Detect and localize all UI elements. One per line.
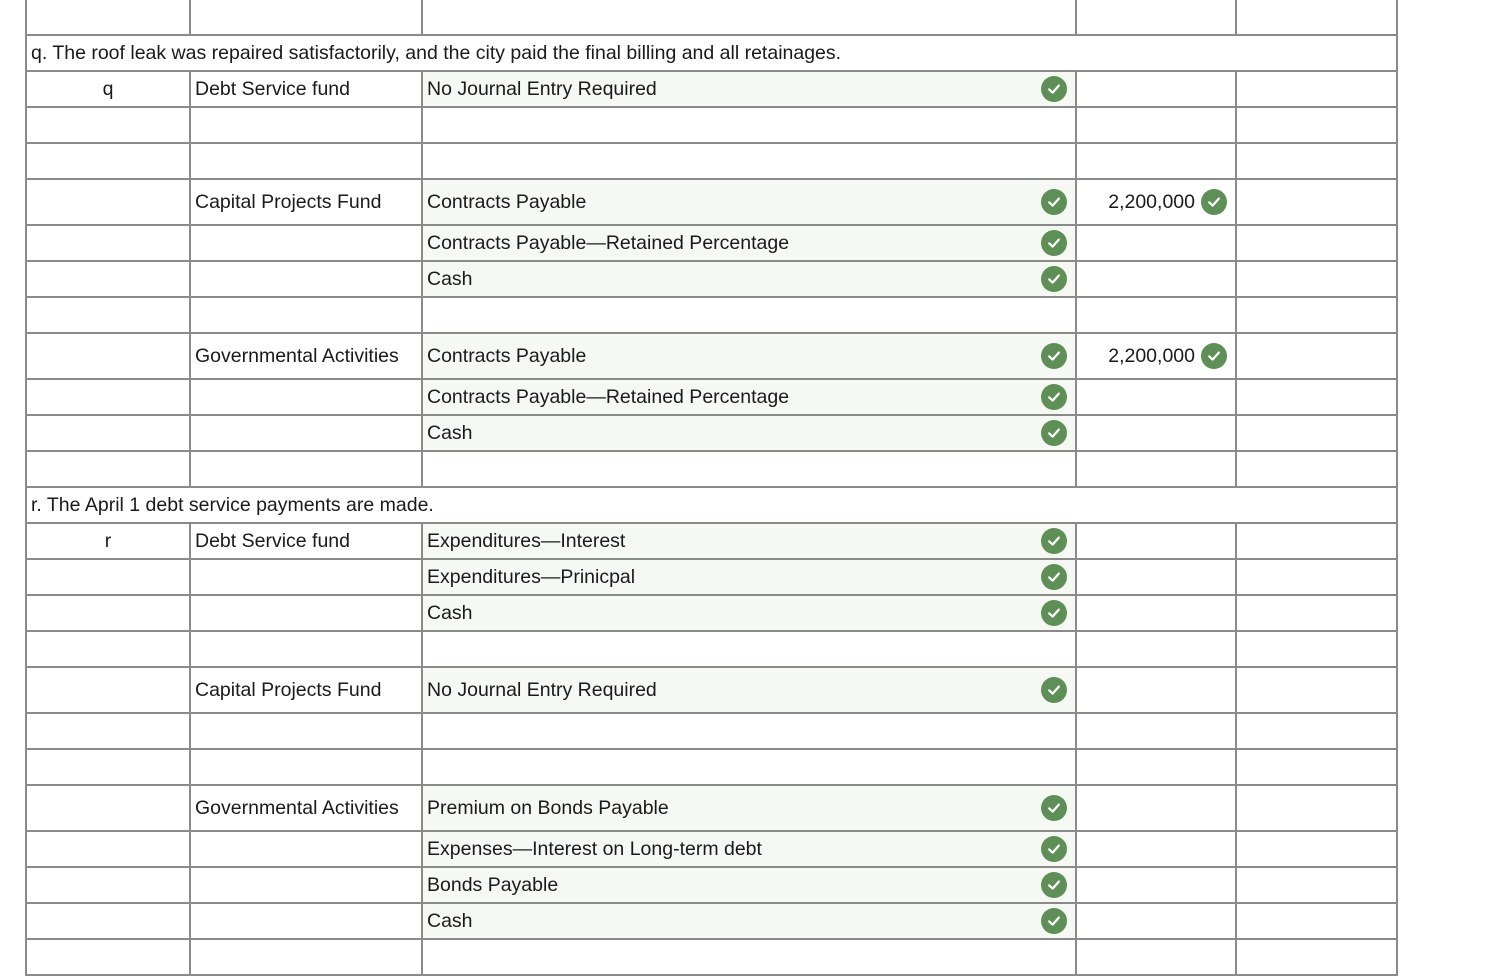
transaction-letter-cell [26,831,190,867]
debit-input[interactable] [1076,261,1236,297]
debit-input[interactable] [1076,379,1236,415]
account-label: Contracts Payable—Retained Percentage [427,231,790,254]
journal-row [26,0,1397,35]
check-circle-icon [1041,872,1067,898]
credit-input[interactable] [1236,631,1397,667]
fund-cell: Debt Service fund [190,523,422,559]
debit-input[interactable] [1076,225,1236,261]
check-circle-icon [1201,343,1227,369]
debit-input[interactable] [1076,179,1236,225]
credit-input[interactable] [1236,939,1397,975]
fund-cell: Governmental Activities [190,333,422,379]
debit-input[interactable] [1076,903,1236,939]
account-label: Contracts Payable—Retained Percentage [427,385,790,408]
debit-input[interactable] [1076,0,1236,35]
journal-entry-table [25,0,1398,976]
journal-row [26,225,1397,261]
credit-input[interactable] [1236,595,1397,631]
fund-cell [190,107,422,143]
fund-cell [190,415,422,451]
credit-input[interactable] [1236,831,1397,867]
journal-entry-body [26,0,1397,975]
account-select[interactable] [422,379,1076,415]
transaction-letter-cell: q [26,71,190,107]
account-select[interactable] [422,785,1076,831]
check-circle-icon [1041,908,1067,934]
debit-input[interactable] [1076,523,1236,559]
journal-row [26,333,1397,379]
transaction-letter-cell [26,415,190,451]
transaction-letter-cell [26,297,190,333]
debit-input[interactable] [1076,939,1236,975]
credit-input[interactable] [1236,415,1397,451]
journal-row [26,415,1397,451]
fund-cell: Debt Service fund [190,71,422,107]
account-select[interactable] [422,107,1076,143]
transaction-description-row [26,35,1397,71]
debit-input[interactable] [1076,71,1236,107]
journal-row [26,143,1397,179]
check-circle-icon [1041,384,1067,410]
transaction-letter-cell [26,261,190,297]
credit-input[interactable] [1236,333,1397,379]
transaction-description: r. The April 1 debt service payments are made. [26,487,1397,523]
check-circle-icon [1041,600,1067,626]
debit-input[interactable] [1076,631,1236,667]
fund-cell [190,143,422,179]
transaction-letter-cell [26,379,190,415]
account-select[interactable] [422,0,1076,35]
account-select[interactable] [422,333,1076,379]
transaction-letter-cell: r [26,523,190,559]
account-label: Contracts Payable [427,344,587,367]
transaction-letter-cell [26,713,190,749]
debit-input[interactable] [1076,785,1236,831]
fund-cell [190,631,422,667]
journal-row [26,867,1397,903]
account-label: Expenses—Interest on Long-term debt [427,837,762,860]
account-select[interactable] [422,225,1076,261]
fund-cell: Capital Projects Fund [190,667,422,713]
credit-input[interactable] [1236,867,1397,903]
transaction-letter-cell [26,595,190,631]
account-select[interactable] [422,559,1076,595]
journal-row [26,559,1397,595]
fund-cell [190,903,422,939]
account-select[interactable] [422,667,1076,713]
account-label: Premium on Bonds Payable [427,796,669,819]
credit-input[interactable] [1236,785,1397,831]
account-select[interactable] [422,903,1076,939]
check-circle-icon [1041,420,1067,446]
check-circle-icon [1041,795,1067,821]
transaction-letter-cell [26,451,190,487]
account-select[interactable] [422,297,1076,333]
fund-cell [190,867,422,903]
journal-row [26,939,1397,975]
credit-input[interactable] [1236,749,1397,785]
credit-input[interactable] [1236,179,1397,225]
account-select[interactable] [422,143,1076,179]
fund-cell [190,831,422,867]
account-label: Cash [427,421,473,444]
check-circle-icon [1201,189,1227,215]
credit-input[interactable] [1236,559,1397,595]
journal-row [26,667,1397,713]
check-circle-icon [1041,677,1067,703]
account-label: No Journal Entry Required [427,678,657,701]
journal-row [26,713,1397,749]
account-label: Cash [427,909,473,932]
account-select[interactable] [422,749,1076,785]
debit-value: 2,200,000 [1108,344,1195,367]
transaction-letter-cell [26,749,190,785]
account-label: Expenditures—Prinicpal [427,565,636,588]
credit-input[interactable] [1236,451,1397,487]
transaction-letter-cell [26,785,190,831]
debit-value: 2,200,000 [1108,190,1195,213]
transaction-letter-cell [26,903,190,939]
account-select[interactable] [422,631,1076,667]
check-circle-icon [1041,230,1067,256]
debit-input[interactable] [1076,451,1236,487]
account-label: Cash [427,267,473,290]
account-select[interactable] [422,179,1076,225]
debit-input[interactable] [1076,667,1236,713]
transaction-letter-cell [26,867,190,903]
check-circle-icon [1041,76,1067,102]
credit-input[interactable] [1236,713,1397,749]
credit-input[interactable] [1236,667,1397,713]
transaction-letter-cell [26,0,190,35]
transaction-letter-cell [26,667,190,713]
debit-input[interactable] [1076,713,1236,749]
journal-row [26,107,1397,143]
check-circle-icon [1041,836,1067,862]
credit-input[interactable] [1236,143,1397,179]
fund-cell [190,261,422,297]
debit-input[interactable] [1076,297,1236,333]
fund-cell [190,297,422,333]
debit-input[interactable] [1076,143,1236,179]
credit-input[interactable] [1236,0,1397,35]
journal-row [26,71,1397,107]
credit-input[interactable] [1236,903,1397,939]
credit-input[interactable] [1236,523,1397,559]
credit-input[interactable] [1236,225,1397,261]
account-select[interactable] [422,713,1076,749]
fund-cell: Capital Projects Fund [190,179,422,225]
account-select[interactable] [422,523,1076,559]
journal-row [26,595,1397,631]
transaction-letter-cell [26,179,190,225]
transaction-letter-cell [26,333,190,379]
transaction-letter-cell [26,143,190,179]
debit-input[interactable] [1076,831,1236,867]
transaction-letter-cell [26,107,190,143]
account-label: No Journal Entry Required [427,77,657,100]
account-label: Contracts Payable [427,190,587,213]
credit-input[interactable] [1236,379,1397,415]
account-label: Bonds Payable [427,873,559,896]
account-select[interactable] [422,867,1076,903]
check-circle-icon [1041,343,1067,369]
fund-cell [190,0,422,35]
credit-input[interactable] [1236,71,1397,107]
journal-row [26,297,1397,333]
fund-cell [190,713,422,749]
fund-cell: Governmental Activities [190,785,422,831]
check-circle-icon [1041,564,1067,590]
journal-row [26,379,1397,415]
transaction-letter-cell [26,631,190,667]
account-select[interactable] [422,939,1076,975]
transaction-letter-cell [26,559,190,595]
credit-input[interactable] [1236,261,1397,297]
debit-input[interactable] [1076,867,1236,903]
debit-input[interactable] [1076,415,1236,451]
account-select[interactable] [422,415,1076,451]
check-circle-icon [1041,528,1067,554]
account-select[interactable] [422,261,1076,297]
fund-cell [190,559,422,595]
debit-input[interactable] [1076,107,1236,143]
credit-input[interactable] [1236,107,1397,143]
fund-cell [190,939,422,975]
account-select[interactable] [422,595,1076,631]
credit-input[interactable] [1236,297,1397,333]
journal-row [26,631,1397,667]
debit-input[interactable] [1076,749,1236,785]
transaction-letter-cell [26,225,190,261]
account-select[interactable] [422,831,1076,867]
journal-row [26,785,1397,831]
journal-row [26,903,1397,939]
journal-row [26,261,1397,297]
journal-row [26,749,1397,785]
transaction-description-row [26,487,1397,523]
debit-input[interactable] [1076,333,1236,379]
journal-row [26,523,1397,559]
journal-row [26,451,1397,487]
fund-cell [190,225,422,261]
check-circle-icon [1041,266,1067,292]
fund-cell [190,749,422,785]
fund-cell [190,379,422,415]
account-label: Expenditures—Interest [427,529,626,552]
check-circle-icon [1041,189,1067,215]
transaction-description: q. The roof leak was repaired satisfactorily, and the city paid the final billing and all retainages. [26,35,1397,71]
debit-input[interactable] [1076,559,1236,595]
debit-input[interactable] [1076,595,1236,631]
fund-cell [190,595,422,631]
account-select[interactable] [422,71,1076,107]
account-label: Cash [427,601,473,624]
transaction-letter-cell [26,939,190,975]
journal-row [26,831,1397,867]
journal-row [26,179,1397,225]
fund-cell [190,451,422,487]
account-select[interactable] [422,451,1076,487]
